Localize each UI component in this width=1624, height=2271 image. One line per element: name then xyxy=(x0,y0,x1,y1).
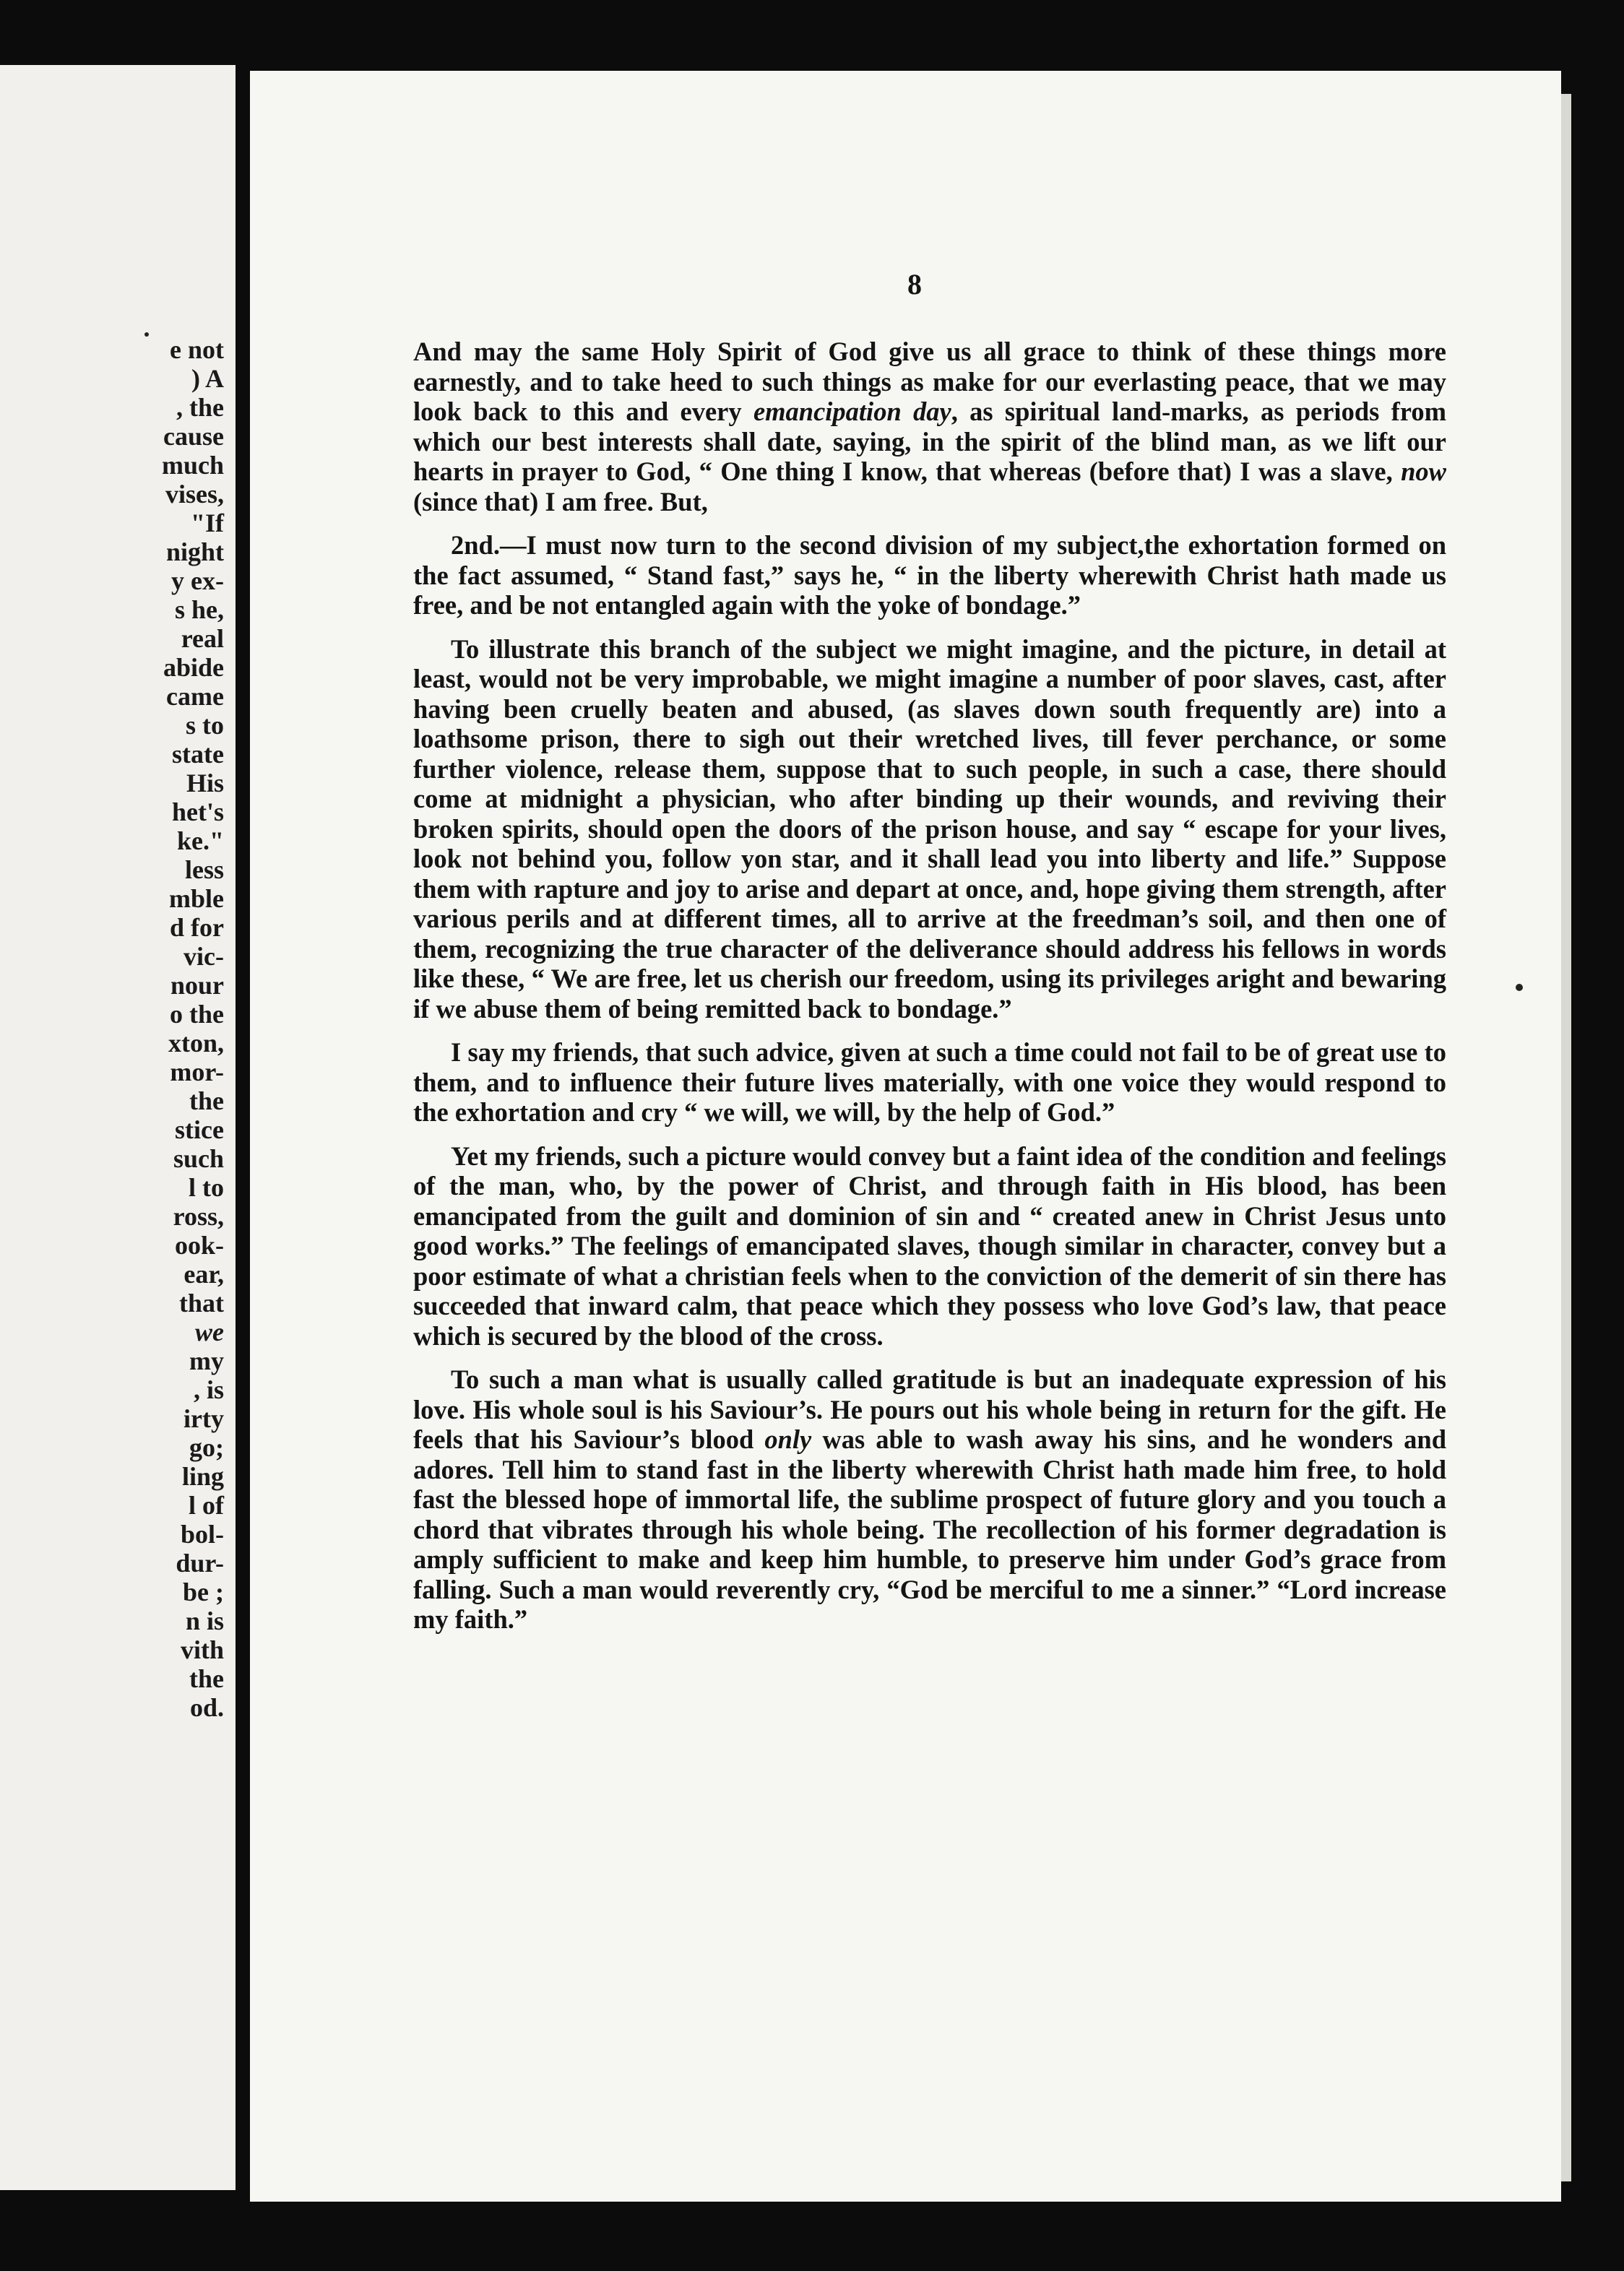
fragment-line: go; xyxy=(189,1433,224,1462)
fragment-line: such xyxy=(173,1144,224,1173)
fragment-line: , the xyxy=(176,393,224,422)
fragment-line: state xyxy=(172,740,224,769)
fragment-line: ook- xyxy=(174,1231,224,1260)
fragment-line: abide xyxy=(163,653,224,682)
fragment-line: "If xyxy=(191,509,224,537)
fragment-line: e not xyxy=(170,335,224,364)
body-text xyxy=(413,337,1446,1648)
fragment-line: my xyxy=(189,1346,224,1375)
fragment-line: ling xyxy=(181,1462,224,1491)
paragraph: To such a man what is usually called gratitude is but an inadequate expression of his love. His whole soul is his Saviour’s. He pours out his whole being in return for the gift. He feels that his Saviour’s blood only was able to wash away his sins, and he wonders and adores. Tell him to stand fast in the liberty wherewith Christ hath made him free, to hold fast the blessed hope of immortal life, the sublime prospect of future glory and you touch a chord that vibrates through his whole being. The recollection of his former degradation is amply sufficient to make and keep him humble, to preserve him under God’s grace from falling. Such a man would reverently cry, “God be merciful to me a sinner.” “Lord increase my faith.” xyxy=(413,1364,1447,1634)
fragment-line: xton, xyxy=(168,1029,224,1057)
fragment-line: stice xyxy=(175,1115,224,1144)
page-edge xyxy=(1561,94,1571,2181)
fragment-line: cause xyxy=(163,422,224,451)
paragraph: And may the same Holy Spirit of God give us all grace to think of these things more earnestly, and to take heed to such things as make for our everlasting peace, that we may look back to this and every emancipation day, as spiritual land-marks, as periods from which our best interests shall date, saying, in the spirit of the blind man, as we lift our hearts in prayer to God, “ One thing I know, that whereas (before that) I was a slave, now (since that) I am free. But, xyxy=(413,337,1446,516)
fragment-line: the xyxy=(189,1664,224,1693)
book-gutter xyxy=(236,51,250,2210)
fragment-line: irty xyxy=(183,1404,224,1433)
fragment-line: n is xyxy=(185,1606,224,1635)
fragment-line: nour xyxy=(170,971,224,1000)
paragraph: Yet my friends, such a picture would convey but a faint idea of the condition and feelings of the man, who, by the power of Christ, and through faith in His blood, has been emancipated from the guilt and dominion of sin and “ created anew in Christ Jesus unto good works.” The feelings of emancipated slaves, though similar in character, convey but a poor estimate of what a christian feels when to the conviction of the demerit of sin there has succeeded that inward calm, that peace which they possess who love God’s law, that peace which is secured by the blood of the cross. xyxy=(413,1141,1446,1351)
fragment-line: His xyxy=(186,769,224,797)
fragment-line: ross, xyxy=(173,1202,224,1231)
fragment-line: we xyxy=(195,1318,224,1346)
fragment-line: ear, xyxy=(183,1260,224,1289)
paragraph: To illustrate this branch of the subject we might imagine, and the picture, in detail at least, would not be very improbable, we might imagine a number of poor slaves, cast, after having been cruelly beaten and abused, (as slaves down south frequently are) into a loathsome prison, there to sigh out their wretched lives, till fever perchance, or some further violence, release them, suppose that to such people, in such a case, there should come at midnight a physician, who after binding up their wounds, and reviving their broken spirits, should open the doors of the prison house, and say “ escape for your lives, look not behind you, follow yon star, and it shall lead you into liberty and life.” Suppose them with rapture and joy to arise and depart at once, and, hope giving them strength, after various perils and at different times, all to arrive at the freedman’s soil, and then one of them, recognizing the true character of the deliverance should address his fellows in words like these, “ We are free, let us cherish our freedom, using its privileges aright and bewaring if we abuse them of being remitted back to bondage.” xyxy=(413,633,1446,1024)
fragment-line: vic- xyxy=(183,942,224,971)
fragment-line: od. xyxy=(189,1693,224,1722)
fragment-line: came xyxy=(166,682,224,711)
fragment-line: bol- xyxy=(180,1520,224,1549)
fragment-line: l to xyxy=(189,1173,224,1202)
fragment-line: d for xyxy=(170,913,224,942)
fragment-line: y ex- xyxy=(171,566,224,595)
stray-ink-mark xyxy=(144,332,149,337)
paragraph: I say my friends, that such advice, given at such a time could not fail to be of great use to them, and to influence their future lives materially, with one voice they would respond to the exhortation and cry “ we will, we will, by the help of God.” xyxy=(413,1037,1446,1127)
fragment-line: , is xyxy=(193,1375,224,1404)
fragment-line: mble xyxy=(169,884,224,913)
fragment-line: the xyxy=(189,1086,224,1115)
fragment-line: het's xyxy=(172,797,224,826)
fragment-line: much xyxy=(161,451,224,480)
fragment-line: s to xyxy=(186,711,224,740)
fragment-line: that xyxy=(179,1289,224,1318)
left-page-text-fragments xyxy=(162,335,224,1722)
fragment-line: night xyxy=(165,537,224,566)
fragment-line: dur- xyxy=(176,1549,224,1578)
fragment-line: vith xyxy=(180,1635,224,1664)
left-page xyxy=(0,65,236,2190)
fragment-line: l of xyxy=(189,1491,224,1520)
fragment-line: mor- xyxy=(170,1057,224,1086)
paragraph: 2nd.—I must now turn to the second division of my subject,the exhortation formed on the fact assumed, “ Stand fast,” says he, “ in the liberty wherewith Christ hath made us free, and be not entangled again with the yoke of bondage.” xyxy=(413,530,1446,620)
fragment-line: vises, xyxy=(165,480,224,509)
page-number: 8 xyxy=(907,268,922,300)
fragment-line: less xyxy=(185,855,224,884)
fragment-line: ) A xyxy=(191,364,224,393)
fragment-line: be ; xyxy=(183,1578,224,1606)
fragment-line: o the xyxy=(170,1000,224,1029)
stray-ink-mark xyxy=(1516,984,1523,991)
fragment-line: ke." xyxy=(177,826,224,855)
fragment-line: real xyxy=(181,624,224,653)
fragment-line: s he, xyxy=(174,595,224,624)
